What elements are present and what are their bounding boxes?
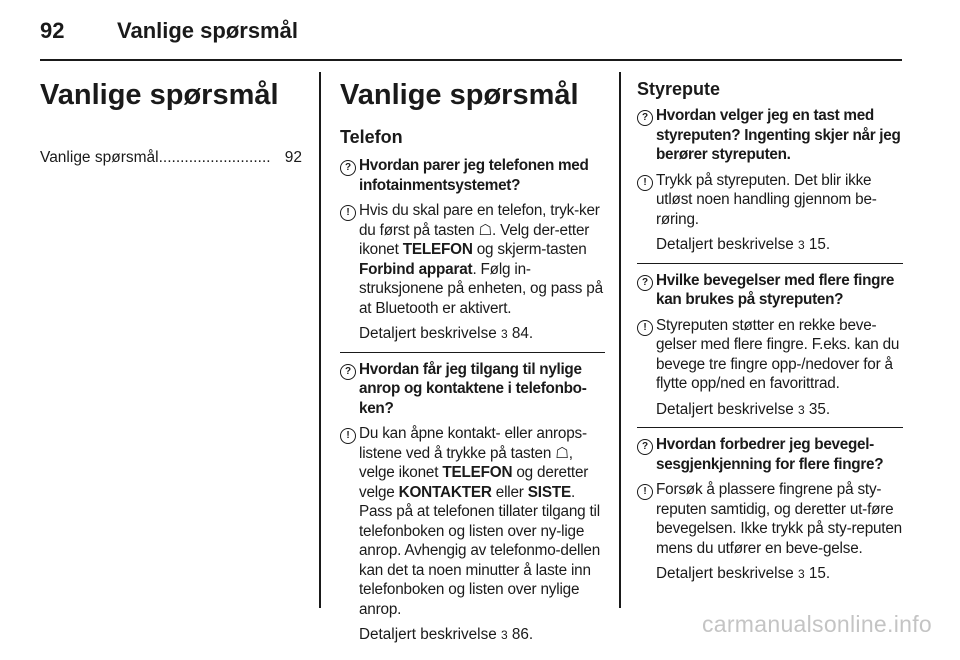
question-icon: ?	[637, 275, 653, 291]
qa-block	[637, 106, 903, 264]
section-title-telefon: Telefon	[340, 127, 403, 147]
answer	[340, 201, 605, 318]
header-rule	[40, 59, 902, 61]
question-text: Hvordan velger jeg en tast med styreputen? Ingenting skjer når jeg berører styreputen.	[656, 107, 901, 163]
answer-icon: !	[637, 484, 653, 500]
answer-text: Hvis du skal pare en telefon, tryk-ker du først på tasten ☖. Velg der-etter ikonet TELEFON og skjerm-tasten Forbind apparat. Følg in-struksjonene på enheten, og pass på at Bluetooth er aktivert.	[359, 202, 603, 317]
column-divider	[619, 72, 621, 608]
page-reference-icon: 3	[797, 402, 805, 417]
toc-entry-label: Vanlige spørsmål	[40, 149, 159, 166]
answer-text: Styreputen støtter en rekke beve-gelser med flere fingre. F.eks. kan du bevege tre fingre opp-/nedover for å flytte opp/ned en favorittrad.	[656, 316, 900, 392]
toc-entry-page: 92	[284, 149, 302, 166]
page-reference-icon: 3	[500, 628, 508, 642]
answer-text: Du kan åpne kontakt- eller anrops-listene ved å trykke på tasten ☖, velge ikonet TELEFON og deretter velge KONTAKTER eller SISTE. Pass på at telefonen tillater tilgang til telefonboken og listen over ny-lige anrop. Avhengig av telefonmo-dellen kan det ta noen minutter å laste inn telefonboken og listen over nylige anrop.	[359, 425, 601, 618]
question	[637, 435, 903, 474]
answer-icon: !	[340, 428, 356, 444]
answer-icon: !	[637, 175, 653, 191]
detail-reference: Detaljert beskrivelse 3 84.	[359, 325, 534, 342]
detail-page-link[interactable]: 35.	[808, 400, 831, 418]
question	[340, 156, 605, 195]
chapter-heading: Vanlige spørsmål	[340, 79, 579, 111]
detail-reference: Detaljert beskrivelse 3 35.	[656, 400, 831, 418]
home-key-icon: ☖	[478, 221, 493, 239]
content-column-styrepute	[637, 72, 903, 599]
answer	[637, 480, 903, 558]
home-key-icon: ☖	[555, 444, 569, 462]
answer-text: Forsøk å plassere fingrene på sty-reputen samtidig, og deretter ut-føre bevegelsen. Ikke trykk på sty-reputen mens du utfører en beve-gelse.	[656, 481, 902, 557]
question	[637, 271, 903, 310]
detail-reference: Detaljert beskrivelse 3 86.	[359, 626, 534, 643]
answer-icon: !	[340, 205, 356, 221]
answer-text: Trykk på styreputen. Det blir ikke utløst noen handling gjennom be-røring.	[656, 171, 877, 228]
question-text: Hvordan forbedrer jeg bevegel-sesgjenkjenning for flere fingre?	[656, 436, 884, 473]
column-divider	[319, 72, 321, 608]
watermark: carmanualsonline.info	[701, 611, 932, 637]
detail-page-link[interactable]: 15.	[808, 565, 831, 582]
answer-icon: !	[637, 320, 653, 336]
question-icon: ?	[340, 364, 356, 380]
toc-heading: Vanlige spørsmål	[40, 79, 279, 111]
question-text: Hvordan parer jeg telefonen med infotainmentsystemet?	[359, 157, 589, 194]
question-icon: ?	[637, 439, 653, 455]
qa-block	[340, 360, 605, 653]
qa-block	[637, 435, 903, 592]
question	[637, 106, 903, 165]
answer	[637, 171, 903, 230]
page-header	[40, 18, 900, 62]
qa-block	[637, 271, 903, 429]
toc-column	[40, 72, 302, 168]
section-title-styrepute: Styrepute	[637, 79, 721, 99]
detail-page-link[interactable]: 86.	[511, 626, 534, 643]
page-reference-icon: 3	[797, 238, 805, 252]
content-column-telefon	[340, 72, 605, 660]
answer	[637, 316, 903, 394]
question-icon: ?	[340, 160, 356, 176]
question-icon: ?	[637, 110, 653, 126]
question	[340, 360, 605, 419]
qa-block	[340, 156, 605, 353]
question-text: Hvordan får jeg tilgang til nylige anrop og kontaktene i telefonbo-ken?	[359, 360, 587, 417]
toc-leader: ..........................	[158, 149, 271, 166]
detail-page-link[interactable]: 84.	[511, 325, 534, 342]
page-reference-icon: 3	[500, 327, 508, 341]
detail-reference: Detaljert beskrivelse 3 15.	[656, 236, 831, 253]
toc-entry[interactable]	[40, 148, 302, 168]
page-reference-icon: 3	[797, 567, 805, 581]
answer	[340, 424, 605, 619]
detail-page-link[interactable]: 15.	[808, 236, 831, 253]
detail-reference: Detaljert beskrivelse 3 15.	[656, 565, 831, 582]
running-title: Vanlige spørsmål	[117, 18, 298, 43]
question-text: Hvilke bevegelser med flere fingre kan brukes på styreputen?	[656, 271, 895, 308]
page-number: 92	[40, 18, 65, 43]
